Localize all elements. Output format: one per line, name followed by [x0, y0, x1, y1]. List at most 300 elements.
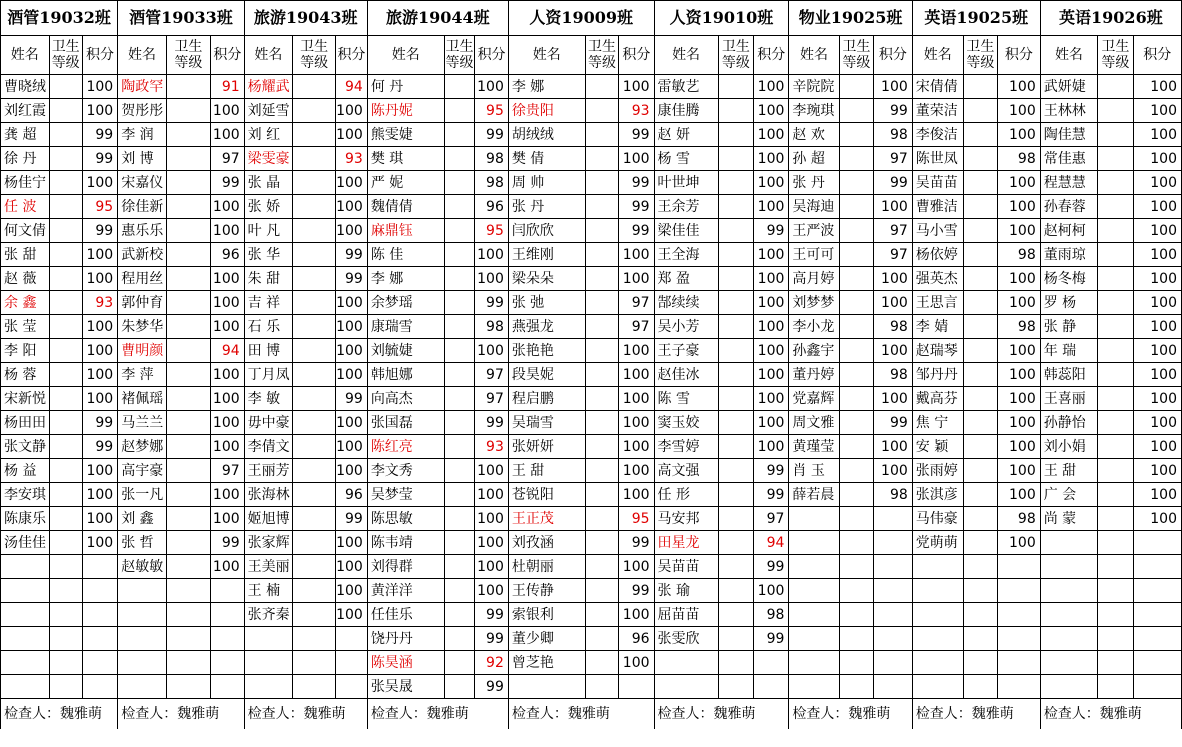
- student-name: 李 萍: [118, 363, 167, 387]
- hygiene-grade-cell: [444, 387, 474, 411]
- hygiene-grade-cell: [585, 291, 619, 315]
- hygiene-grade-cell: [585, 219, 619, 243]
- student-name: 索银利: [508, 603, 585, 627]
- hygiene-grade-cell: [839, 411, 873, 435]
- student-name: 任佳乐: [367, 603, 444, 627]
- score-cell: 99: [336, 267, 368, 291]
- hygiene-grade-cell: [718, 219, 754, 243]
- table-row: [1, 387, 1182, 411]
- score-cell: 100: [754, 243, 789, 267]
- hygiene-grade-cell: [963, 267, 997, 291]
- table-row: [1, 483, 1182, 507]
- score-header: 积分: [874, 36, 913, 75]
- student-name: 陶佳慧: [1040, 123, 1097, 147]
- student-name: 陈 佳: [367, 243, 444, 267]
- score-cell: 100: [1133, 171, 1181, 195]
- student-name: 张一凡: [118, 483, 167, 507]
- hygiene-grade-cell: [444, 459, 474, 483]
- hygiene-grade-cell: [585, 75, 619, 99]
- empty-cell: [754, 651, 789, 675]
- student-name: 宋嘉仪: [118, 171, 167, 195]
- student-name: 张文静: [1, 435, 50, 459]
- student-name: 石 乐: [244, 315, 293, 339]
- empty-cell: [244, 627, 293, 651]
- student-name: 李 敏: [244, 387, 293, 411]
- score-cell: 98: [754, 603, 789, 627]
- score-cell: 100: [874, 459, 913, 483]
- hygiene-grade-cell: [718, 75, 754, 99]
- name-header: 姓名: [508, 36, 585, 75]
- hygiene-grade-cell: [293, 603, 336, 627]
- hygiene-grade-cell: [49, 459, 82, 483]
- student-name: 熊雯婕: [367, 123, 444, 147]
- score-cell: 100: [1133, 339, 1181, 363]
- hygiene-grade-cell: [49, 219, 82, 243]
- empty-cell: [839, 579, 873, 603]
- score-cell: 100: [997, 99, 1040, 123]
- score-cell: 100: [1133, 195, 1181, 219]
- empty-cell: [1, 579, 50, 603]
- student-name: 刘梦梦: [789, 291, 839, 315]
- student-name: 康瑞雪: [367, 315, 444, 339]
- score-cell: 100: [997, 387, 1040, 411]
- score-cell: 100: [336, 315, 368, 339]
- empty-cell: [1040, 531, 1097, 555]
- score-cell: 99: [475, 603, 509, 627]
- score-cell: 100: [754, 315, 789, 339]
- score-cell: 100: [82, 507, 117, 531]
- score-cell: 99: [211, 531, 245, 555]
- hygiene-grade-cell: [293, 291, 336, 315]
- empty-cell: [1040, 603, 1097, 627]
- student-name: 党嘉辉: [789, 387, 839, 411]
- score-cell: 100: [619, 651, 654, 675]
- student-name: 李雪婷: [654, 435, 718, 459]
- hygiene-grade-cell: [585, 339, 619, 363]
- score-cell: 100: [82, 171, 117, 195]
- empty-cell: [997, 627, 1040, 651]
- score-cell: 100: [1133, 363, 1181, 387]
- inspector-label: 检查人：魏雅萌: [244, 699, 367, 730]
- score-cell: 99: [82, 219, 117, 243]
- student-name: 李 娜: [367, 267, 444, 291]
- empty-cell: [118, 675, 167, 699]
- score-cell: 97: [211, 147, 245, 171]
- score-cell: 99: [874, 171, 913, 195]
- student-name: 杨 蓉: [1, 363, 50, 387]
- score-cell: 100: [754, 435, 789, 459]
- empty-cell: [912, 651, 963, 675]
- score-header: 积分: [475, 36, 509, 75]
- score-cell: 98: [874, 483, 913, 507]
- score-cell: 100: [211, 555, 245, 579]
- student-name: 高宇豪: [118, 459, 167, 483]
- student-name: 黄洋洋: [367, 579, 444, 603]
- student-name: 叶 凡: [244, 219, 293, 243]
- score-cell: 100: [211, 387, 245, 411]
- student-name: 王 甜: [508, 459, 585, 483]
- student-name: 张 弛: [508, 291, 585, 315]
- score-cell: 100: [1133, 75, 1181, 99]
- score-cell: 100: [619, 267, 654, 291]
- empty-cell: [1098, 651, 1133, 675]
- empty-cell: [211, 627, 245, 651]
- score-cell: 100: [997, 435, 1040, 459]
- hygiene-grade-cell: [585, 651, 619, 675]
- student-name: 李 婧: [912, 315, 963, 339]
- student-name: 郭仲育: [118, 291, 167, 315]
- student-name: 马安邦: [654, 507, 718, 531]
- hygiene-grade-cell: [963, 411, 997, 435]
- score-cell: 100: [336, 123, 368, 147]
- score-cell: 100: [1133, 267, 1181, 291]
- score-cell: 99: [754, 483, 789, 507]
- hygiene-grade-cell: [1098, 363, 1133, 387]
- hygiene-header: 卫生 等级: [49, 36, 82, 75]
- student-name: 张淇彦: [912, 483, 963, 507]
- hygiene-grade-cell: [718, 579, 754, 603]
- student-name: 樊 琪: [367, 147, 444, 171]
- empty-cell: [244, 651, 293, 675]
- score-cell: 100: [211, 267, 245, 291]
- inspector-row: [1, 699, 1182, 730]
- hygiene-grade-cell: [718, 387, 754, 411]
- score-cell: 99: [82, 435, 117, 459]
- student-name: 肖 玉: [789, 459, 839, 483]
- empty-cell: [82, 675, 117, 699]
- empty-cell: [1098, 675, 1133, 699]
- hygiene-grade-cell: [1098, 123, 1133, 147]
- hygiene-grade-cell: [444, 651, 474, 675]
- empty-cell: [789, 675, 839, 699]
- name-header: 姓名: [1, 36, 50, 75]
- hygiene-grade-cell: [166, 75, 210, 99]
- student-name: 魏倩倩: [367, 195, 444, 219]
- hygiene-grade-cell: [49, 387, 82, 411]
- empty-cell: [654, 675, 718, 699]
- hygiene-grade-cell: [585, 99, 619, 123]
- score-cell: 100: [997, 363, 1040, 387]
- score-cell: 100: [1133, 507, 1181, 531]
- score-cell: 99: [475, 291, 509, 315]
- inspector-label: 检查人：魏雅萌: [508, 699, 654, 730]
- score-cell: 100: [1133, 459, 1181, 483]
- student-name: 张海林: [244, 483, 293, 507]
- student-name: 王林林: [1040, 99, 1097, 123]
- empty-cell: [789, 555, 839, 579]
- score-cell: 100: [475, 507, 509, 531]
- hygiene-grade-cell: [718, 123, 754, 147]
- empty-cell: [789, 579, 839, 603]
- empty-cell: [244, 675, 293, 699]
- hygiene-grade-cell: [1098, 483, 1133, 507]
- empty-cell: [1133, 675, 1181, 699]
- student-name: 曹雅洁: [912, 195, 963, 219]
- hygiene-grade-cell: [963, 363, 997, 387]
- score-cell: 98: [997, 243, 1040, 267]
- hygiene-grade-cell: [444, 219, 474, 243]
- class-title: 人资19009班: [508, 1, 654, 36]
- score-cell: 98: [874, 363, 913, 387]
- score-cell: 100: [211, 291, 245, 315]
- empty-cell: [82, 651, 117, 675]
- hygiene-grade-cell: [718, 243, 754, 267]
- score-cell: 100: [1133, 411, 1181, 435]
- empty-cell: [118, 627, 167, 651]
- table-row: [1, 291, 1182, 315]
- score-cell: 100: [1133, 435, 1181, 459]
- score-cell: 99: [754, 459, 789, 483]
- empty-cell: [839, 507, 873, 531]
- score-cell: 91: [211, 75, 245, 99]
- score-cell: 99: [754, 219, 789, 243]
- empty-cell: [82, 555, 117, 579]
- hygiene-grade-cell: [293, 387, 336, 411]
- score-cell: 100: [997, 219, 1040, 243]
- student-name: 赵敏敏: [118, 555, 167, 579]
- score-cell: 100: [336, 291, 368, 315]
- student-name: 王 甜: [1040, 459, 1097, 483]
- empty-cell: [49, 675, 82, 699]
- empty-cell: [997, 555, 1040, 579]
- score-cell: 100: [336, 603, 368, 627]
- empty-cell: [912, 675, 963, 699]
- score-cell: 100: [211, 219, 245, 243]
- student-name: 曹晓绒: [1, 75, 50, 99]
- student-name: 吴小芳: [654, 315, 718, 339]
- score-cell: 100: [997, 123, 1040, 147]
- student-name: 毋中豪: [244, 411, 293, 435]
- score-cell: 99: [336, 387, 368, 411]
- empty-cell: [1098, 531, 1133, 555]
- score-cell: 100: [619, 75, 654, 99]
- hygiene-grade-cell: [718, 339, 754, 363]
- student-name: 陈康乐: [1, 507, 50, 531]
- student-name: 武妍婕: [1040, 75, 1097, 99]
- empty-cell: [166, 675, 210, 699]
- score-cell: 98: [475, 315, 509, 339]
- empty-cell: [82, 627, 117, 651]
- student-name: 张艳艳: [508, 339, 585, 363]
- empty-cell: [166, 579, 210, 603]
- student-name: 余 鑫: [1, 291, 50, 315]
- score-cell: 100: [754, 267, 789, 291]
- empty-cell: [789, 603, 839, 627]
- class-title: 英语19025班: [912, 1, 1040, 36]
- score-cell: 100: [997, 339, 1040, 363]
- score-cell: 100: [211, 99, 245, 123]
- hygiene-grade-cell: [1098, 75, 1133, 99]
- score-cell: 97: [874, 219, 913, 243]
- hygiene-grade-cell: [444, 243, 474, 267]
- table-row: [1, 555, 1182, 579]
- score-cell: 100: [82, 339, 117, 363]
- student-name: 强英杰: [912, 267, 963, 291]
- hygiene-grade-cell: [444, 531, 474, 555]
- hygiene-grade-cell: [293, 75, 336, 99]
- hygiene-grade-cell: [718, 315, 754, 339]
- empty-cell: [336, 675, 368, 699]
- score-cell: 100: [475, 555, 509, 579]
- empty-cell: [874, 603, 913, 627]
- student-name: 吉 祥: [244, 291, 293, 315]
- hygiene-grade-cell: [49, 99, 82, 123]
- class-title: 酒管19032班: [1, 1, 118, 36]
- empty-cell: [49, 603, 82, 627]
- hygiene-header: 卫生 等级: [166, 36, 210, 75]
- student-name: 李 润: [118, 123, 167, 147]
- student-name: 安 颖: [912, 435, 963, 459]
- empty-cell: [789, 651, 839, 675]
- student-name: 董雨琼: [1040, 243, 1097, 267]
- hygiene-grade-cell: [585, 243, 619, 267]
- empty-cell: [839, 651, 873, 675]
- hygiene-grade-cell: [444, 435, 474, 459]
- score-cell: 100: [1133, 147, 1181, 171]
- class-title: 酒管19033班: [118, 1, 244, 36]
- hygiene-grade-cell: [963, 147, 997, 171]
- student-name: 张吴晟: [367, 675, 444, 699]
- student-name: 杜朝丽: [508, 555, 585, 579]
- hygiene-grade-cell: [585, 435, 619, 459]
- hygiene-grade-cell: [839, 483, 873, 507]
- score-cell: 100: [475, 459, 509, 483]
- hygiene-grade-cell: [1098, 435, 1133, 459]
- student-name: 褚佩瑶: [118, 387, 167, 411]
- hygiene-grade-cell: [1098, 411, 1133, 435]
- hygiene-grade-cell: [963, 291, 997, 315]
- student-name: 王思言: [912, 291, 963, 315]
- table-row: [1, 435, 1182, 459]
- score-cell: 100: [997, 531, 1040, 555]
- student-name: 张 静: [1040, 315, 1097, 339]
- score-cell: 98: [874, 123, 913, 147]
- hygiene-grade-cell: [839, 315, 873, 339]
- hygiene-grade-cell: [293, 579, 336, 603]
- student-name: 吴苗苗: [912, 171, 963, 195]
- student-name: 高文强: [654, 459, 718, 483]
- score-header: 积分: [754, 36, 789, 75]
- score-cell: 99: [475, 675, 509, 699]
- student-name: 段昊妮: [508, 363, 585, 387]
- score-cell: 100: [754, 411, 789, 435]
- score-cell: 100: [754, 75, 789, 99]
- table-row: [1, 171, 1182, 195]
- hygiene-grade-cell: [49, 363, 82, 387]
- hygiene-header: 卫生 等级: [963, 36, 997, 75]
- score-cell: 92: [475, 651, 509, 675]
- student-name: 王余芳: [654, 195, 718, 219]
- score-cell: 100: [754, 123, 789, 147]
- hygiene-grade-cell: [585, 627, 619, 651]
- hygiene-grade-cell: [293, 171, 336, 195]
- empty-cell: [619, 675, 654, 699]
- score-cell: 100: [82, 363, 117, 387]
- hygiene-grade-cell: [293, 315, 336, 339]
- student-name: 赵柯柯: [1040, 219, 1097, 243]
- empty-cell: [118, 603, 167, 627]
- student-name: 张家辉: [244, 531, 293, 555]
- score-header: 积分: [1133, 36, 1181, 75]
- hygiene-grade-cell: [166, 291, 210, 315]
- student-name: 余梦瑶: [367, 291, 444, 315]
- hygiene-grade-cell: [166, 243, 210, 267]
- student-name: 马小雪: [912, 219, 963, 243]
- hygiene-grade-cell: [718, 411, 754, 435]
- student-name: 薛若晨: [789, 483, 839, 507]
- student-name: 王美丽: [244, 555, 293, 579]
- student-name: 宋新悦: [1, 387, 50, 411]
- empty-cell: [963, 555, 997, 579]
- hygiene-grade-cell: [963, 387, 997, 411]
- hygiene-grade-cell: [293, 531, 336, 555]
- student-name: 戴高芬: [912, 387, 963, 411]
- hygiene-grade-cell: [839, 459, 873, 483]
- empty-cell: [654, 651, 718, 675]
- hygiene-grade-cell: [49, 195, 82, 219]
- hygiene-grade-cell: [963, 219, 997, 243]
- empty-cell: [211, 675, 245, 699]
- score-cell: 100: [754, 147, 789, 171]
- empty-cell: [1098, 579, 1133, 603]
- hygiene-grade-cell: [444, 123, 474, 147]
- inspector-label: 检查人：魏雅萌: [789, 699, 912, 730]
- hygiene-grade-cell: [839, 267, 873, 291]
- table-row: [1, 411, 1182, 435]
- empty-cell: [789, 531, 839, 555]
- hygiene-grade-cell: [839, 363, 873, 387]
- hygiene-grade-cell: [718, 603, 754, 627]
- student-name: 汤佳佳: [1, 531, 50, 555]
- student-name: 韩旭娜: [367, 363, 444, 387]
- hygiene-grade-cell: [718, 435, 754, 459]
- empty-cell: [963, 651, 997, 675]
- hygiene-grade-cell: [444, 411, 474, 435]
- hygiene-grade-cell: [166, 555, 210, 579]
- hygiene-grade-cell: [49, 243, 82, 267]
- student-name: 任 波: [1, 195, 50, 219]
- student-name: 徐佳新: [118, 195, 167, 219]
- hygiene-grade-cell: [963, 99, 997, 123]
- empty-cell: [82, 603, 117, 627]
- empty-cell: [839, 627, 873, 651]
- empty-cell: [82, 579, 117, 603]
- hygiene-grade-cell: [839, 147, 873, 171]
- student-name: 杨 雪: [654, 147, 718, 171]
- student-name: 王严波: [789, 219, 839, 243]
- empty-cell: [1040, 579, 1097, 603]
- score-cell: 100: [82, 531, 117, 555]
- hygiene-grade-cell: [293, 483, 336, 507]
- score-cell: 100: [211, 435, 245, 459]
- student-name: 张雨婷: [912, 459, 963, 483]
- score-cell: 100: [211, 123, 245, 147]
- hygiene-grade-cell: [1098, 459, 1133, 483]
- empty-cell: [789, 507, 839, 531]
- student-name: 陈 雪: [654, 387, 718, 411]
- hygiene-grade-cell: [444, 315, 474, 339]
- score-cell: 96: [475, 195, 509, 219]
- hygiene-header: 卫生 等级: [1098, 36, 1133, 75]
- hygiene-grade-cell: [839, 339, 873, 363]
- score-cell: 100: [754, 363, 789, 387]
- hygiene-grade-cell: [293, 555, 336, 579]
- student-name: 刘 红: [244, 123, 293, 147]
- inspector-label: 检查人：魏雅萌: [118, 699, 244, 730]
- inspector-label: 检查人：魏雅萌: [1040, 699, 1181, 730]
- student-name: 丁月凤: [244, 363, 293, 387]
- score-cell: 100: [997, 291, 1040, 315]
